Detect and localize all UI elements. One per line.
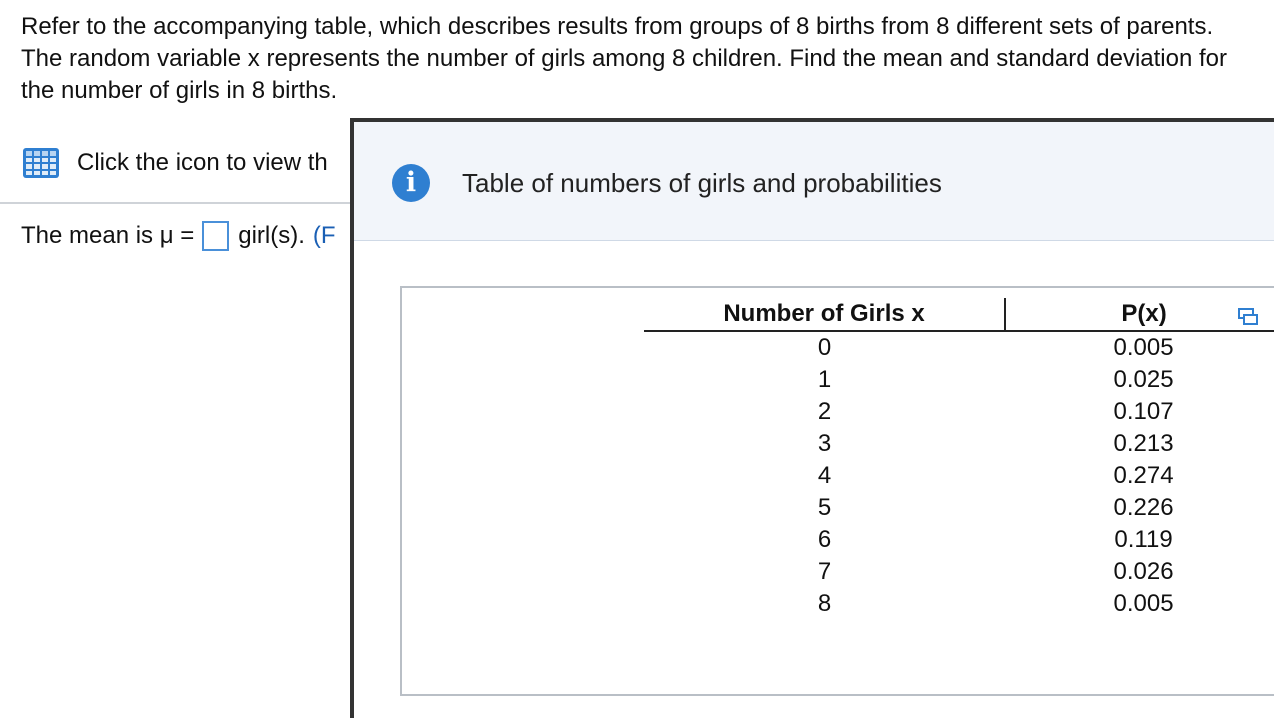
cell-girls-count: 5 xyxy=(817,494,832,521)
table-row xyxy=(644,524,1274,556)
cell-girls-count: 8 xyxy=(817,590,832,617)
cell-girls-count: 6 xyxy=(817,526,832,553)
mean-label: The mean is μ = xyxy=(21,222,195,249)
mean-answer-row xyxy=(21,221,336,251)
table-icon[interactable] xyxy=(23,148,59,178)
table-row xyxy=(644,428,1274,460)
cell-girls-count: 3 xyxy=(817,430,832,457)
popup-header xyxy=(354,122,1274,241)
divider xyxy=(0,202,360,204)
table-row xyxy=(644,460,1274,492)
mean-answer-input[interactable] xyxy=(202,221,229,251)
cell-girls-count: 7 xyxy=(817,558,832,585)
table-header-row xyxy=(644,298,1274,331)
table-row xyxy=(644,588,1274,620)
table-row xyxy=(644,492,1274,524)
cell-girls-count: 2 xyxy=(817,398,832,425)
probability-table xyxy=(644,298,1274,620)
cell-probability: 0.107 xyxy=(1113,398,1174,425)
cell-probability: 0.274 xyxy=(1113,462,1174,489)
view-table-instruction: Click the icon to view th xyxy=(77,149,328,176)
cell-girls-count: 0 xyxy=(817,334,832,361)
cell-probability: 0.026 xyxy=(1113,558,1174,585)
cell-probability: 0.005 xyxy=(1113,590,1174,617)
cell-probability: 0.005 xyxy=(1113,334,1174,361)
cell-probability: 0.226 xyxy=(1113,494,1174,521)
table-body xyxy=(644,331,1274,620)
info-icon: i xyxy=(392,164,430,202)
table-row xyxy=(644,556,1274,588)
table-row xyxy=(644,331,1274,364)
popup-title: Table of numbers of girls and probabilities xyxy=(462,168,942,198)
cell-probability: 0.213 xyxy=(1113,430,1174,457)
table-popup xyxy=(350,118,1274,718)
header-number-of-girls: Number of Girls x xyxy=(644,298,1005,331)
question-text: Refer to the accompanying table, which describes results from groups of 8 births from 8 different sets of parents. The random variable x represents the number of girls among 8 children. Find the mean and standard deviation for the number of girls in 8 births. xyxy=(21,13,1227,104)
cell-probability: 0.119 xyxy=(1114,526,1173,553)
cell-probability: 0.025 xyxy=(1113,366,1174,393)
mean-unit: girl(s). xyxy=(238,222,305,249)
table-container xyxy=(400,286,1274,696)
header-probability: P(x) xyxy=(1121,300,1167,327)
table-row xyxy=(644,396,1274,428)
view-table-row xyxy=(23,146,328,180)
cell-girls-count: 1 xyxy=(817,366,832,393)
table-row xyxy=(644,364,1274,396)
cell-girls-count: 4 xyxy=(817,462,832,489)
mean-hint: (F xyxy=(312,222,336,249)
